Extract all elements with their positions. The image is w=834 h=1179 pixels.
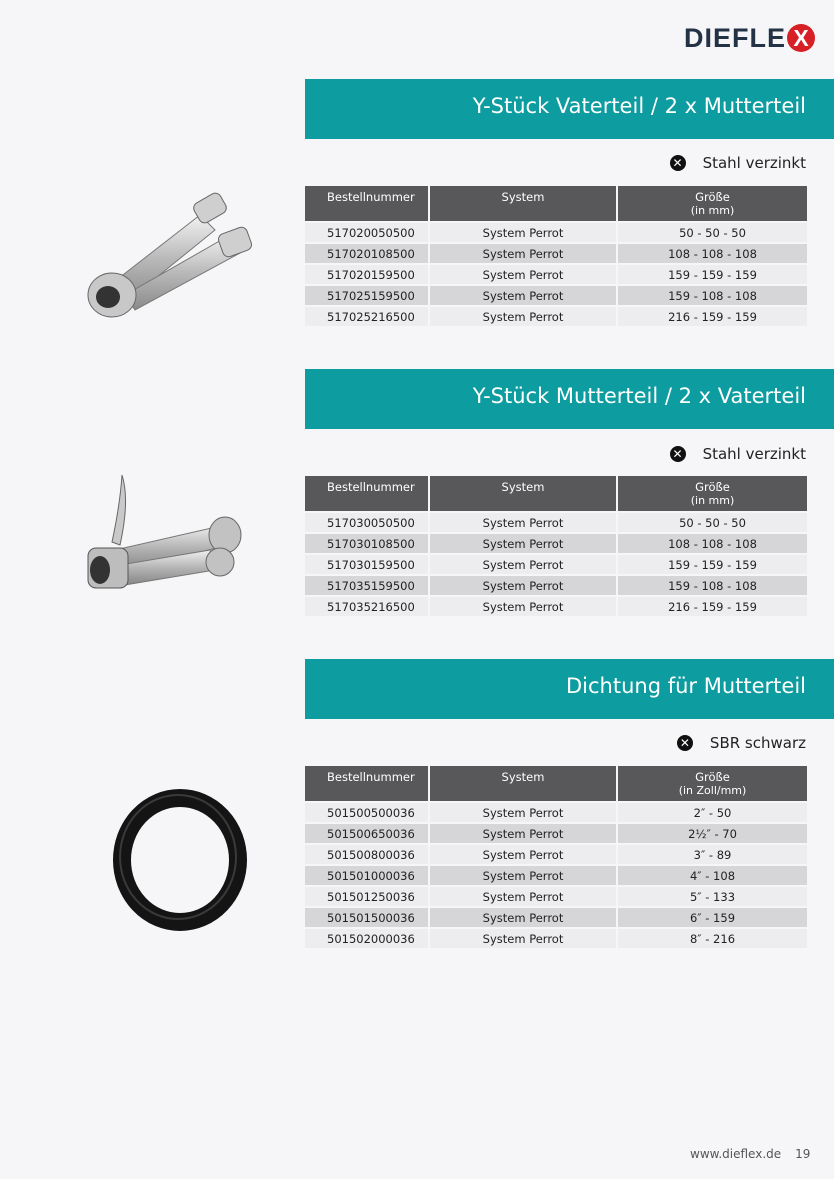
logo-wordmark: DIEFLE xyxy=(684,22,787,53)
cell-size: 108 - 108 - 108 xyxy=(617,533,807,554)
table-row xyxy=(305,264,807,285)
footer-url[interactable]: www.dieflex.de xyxy=(690,1147,782,1161)
cell-size: 4″ - 108 xyxy=(617,865,807,886)
material-label xyxy=(670,154,806,172)
cell-system: System Perrot xyxy=(429,596,617,617)
table-row xyxy=(305,285,807,306)
cell-system: System Perrot xyxy=(429,928,617,949)
cell-size: 216 - 159 - 159 xyxy=(617,596,807,617)
section-banner-y-vaterteil xyxy=(305,79,834,139)
x-bullet-icon: ✕ xyxy=(677,735,693,751)
table-row xyxy=(305,533,807,554)
table-row xyxy=(305,823,807,844)
section-title: Dichtung für Mutterteil xyxy=(565,674,806,698)
table-row xyxy=(305,907,807,928)
cell-order-number: 501501250036 xyxy=(305,886,429,907)
cell-size: 2″ - 50 xyxy=(617,802,807,823)
cell-system: System Perrot xyxy=(429,533,617,554)
cell-system: System Perrot xyxy=(429,222,617,243)
table-header-row xyxy=(305,186,807,222)
cell-system: System Perrot xyxy=(429,285,617,306)
col-header-bestellnummer: Bestellnummer xyxy=(305,766,429,802)
cell-order-number: 517020159500 xyxy=(305,264,429,285)
table-header-row xyxy=(305,766,807,802)
cell-order-number: 501500650036 xyxy=(305,823,429,844)
cell-order-number: 501501500036 xyxy=(305,907,429,928)
section-banner-dichtung xyxy=(305,659,834,719)
cell-order-number: 517020108500 xyxy=(305,243,429,264)
table-row xyxy=(305,886,807,907)
table-row xyxy=(305,802,807,823)
cell-order-number: 501500500036 xyxy=(305,802,429,823)
table-row xyxy=(305,844,807,865)
cell-order-number: 501502000036 xyxy=(305,928,429,949)
cell-system: System Perrot xyxy=(429,264,617,285)
page-number: 19 xyxy=(795,1147,811,1161)
col-header-system: System xyxy=(429,476,617,512)
table-row xyxy=(305,512,807,533)
product-table-y-mutterteil xyxy=(305,476,807,618)
cell-size: 50 - 50 - 50 xyxy=(617,512,807,533)
cell-system: System Perrot xyxy=(429,575,617,596)
product-table-y-vaterteil xyxy=(305,186,807,328)
cell-system: System Perrot xyxy=(429,306,617,327)
col-header-groesse: Größe (in mm) xyxy=(617,476,807,512)
table-row xyxy=(305,575,807,596)
brand-logo xyxy=(684,22,815,54)
material-text: SBR schwarz xyxy=(709,734,806,752)
cell-size: 5″ - 133 xyxy=(617,886,807,907)
col-header-groesse: Größe (in Zoll/mm) xyxy=(617,766,807,802)
cell-size: 159 - 108 - 108 xyxy=(617,285,807,306)
table-header-row xyxy=(305,476,807,512)
cell-system: System Perrot xyxy=(429,802,617,823)
page-footer xyxy=(690,1147,810,1161)
material-label xyxy=(677,734,806,752)
product-table-dichtung xyxy=(305,766,807,950)
section-title: Y-Stück Vaterteil / 2 x Mutterteil xyxy=(472,94,806,118)
material-text: Stahl verzinkt xyxy=(702,154,806,172)
cell-system: System Perrot xyxy=(429,823,617,844)
x-bullet-icon: ✕ xyxy=(670,446,686,462)
table-row xyxy=(305,596,807,617)
table-row xyxy=(305,306,807,327)
logo-x-icon: X xyxy=(787,24,815,52)
cell-system: System Perrot xyxy=(429,554,617,575)
col-header-system: System xyxy=(429,186,617,222)
section-banner-y-mutterteil xyxy=(305,369,834,429)
cell-size: 50 - 50 - 50 xyxy=(617,222,807,243)
cell-order-number: 517030159500 xyxy=(305,554,429,575)
cell-order-number: 501500800036 xyxy=(305,844,429,865)
cell-size: 159 - 108 - 108 xyxy=(617,575,807,596)
col-header-bestellnummer: Bestellnummer xyxy=(305,186,429,222)
product-image-y-vaterteil xyxy=(80,185,280,335)
cell-order-number: 517025159500 xyxy=(305,285,429,306)
product-image-dichtung xyxy=(110,785,250,935)
cell-order-number: 517030108500 xyxy=(305,533,429,554)
table-row xyxy=(305,865,807,886)
cell-order-number: 517030050500 xyxy=(305,512,429,533)
cell-order-number: 517020050500 xyxy=(305,222,429,243)
cell-size: 2½″ - 70 xyxy=(617,823,807,844)
cell-order-number: 517025216500 xyxy=(305,306,429,327)
section-title: Y-Stück Mutterteil / 2 x Vaterteil xyxy=(472,384,806,408)
cell-system: System Perrot xyxy=(429,243,617,264)
cell-size: 159 - 159 - 159 xyxy=(617,264,807,285)
cell-size: 216 - 159 - 159 xyxy=(617,306,807,327)
product-image-y-mutterteil xyxy=(60,470,260,620)
material-text: Stahl verzinkt xyxy=(702,445,806,463)
table-row xyxy=(305,554,807,575)
col-header-groesse: Größe (in mm) xyxy=(617,186,807,222)
x-bullet-icon: ✕ xyxy=(670,155,686,171)
cell-system: System Perrot xyxy=(429,907,617,928)
table-row xyxy=(305,222,807,243)
cell-size: 6″ - 159 xyxy=(617,907,807,928)
cell-system: System Perrot xyxy=(429,865,617,886)
cell-size: 108 - 108 - 108 xyxy=(617,243,807,264)
table-row xyxy=(305,928,807,949)
table-row xyxy=(305,243,807,264)
col-header-bestellnummer: Bestellnummer xyxy=(305,476,429,512)
cell-size: 159 - 159 - 159 xyxy=(617,554,807,575)
cell-system: System Perrot xyxy=(429,512,617,533)
cell-system: System Perrot xyxy=(429,886,617,907)
cell-order-number: 517035159500 xyxy=(305,575,429,596)
material-label xyxy=(670,445,806,463)
cell-size: 8″ - 216 xyxy=(617,928,807,949)
cell-system: System Perrot xyxy=(429,844,617,865)
col-header-system: System xyxy=(429,766,617,802)
cell-order-number: 517035216500 xyxy=(305,596,429,617)
cell-order-number: 501501000036 xyxy=(305,865,429,886)
cell-size: 3″ - 89 xyxy=(617,844,807,865)
